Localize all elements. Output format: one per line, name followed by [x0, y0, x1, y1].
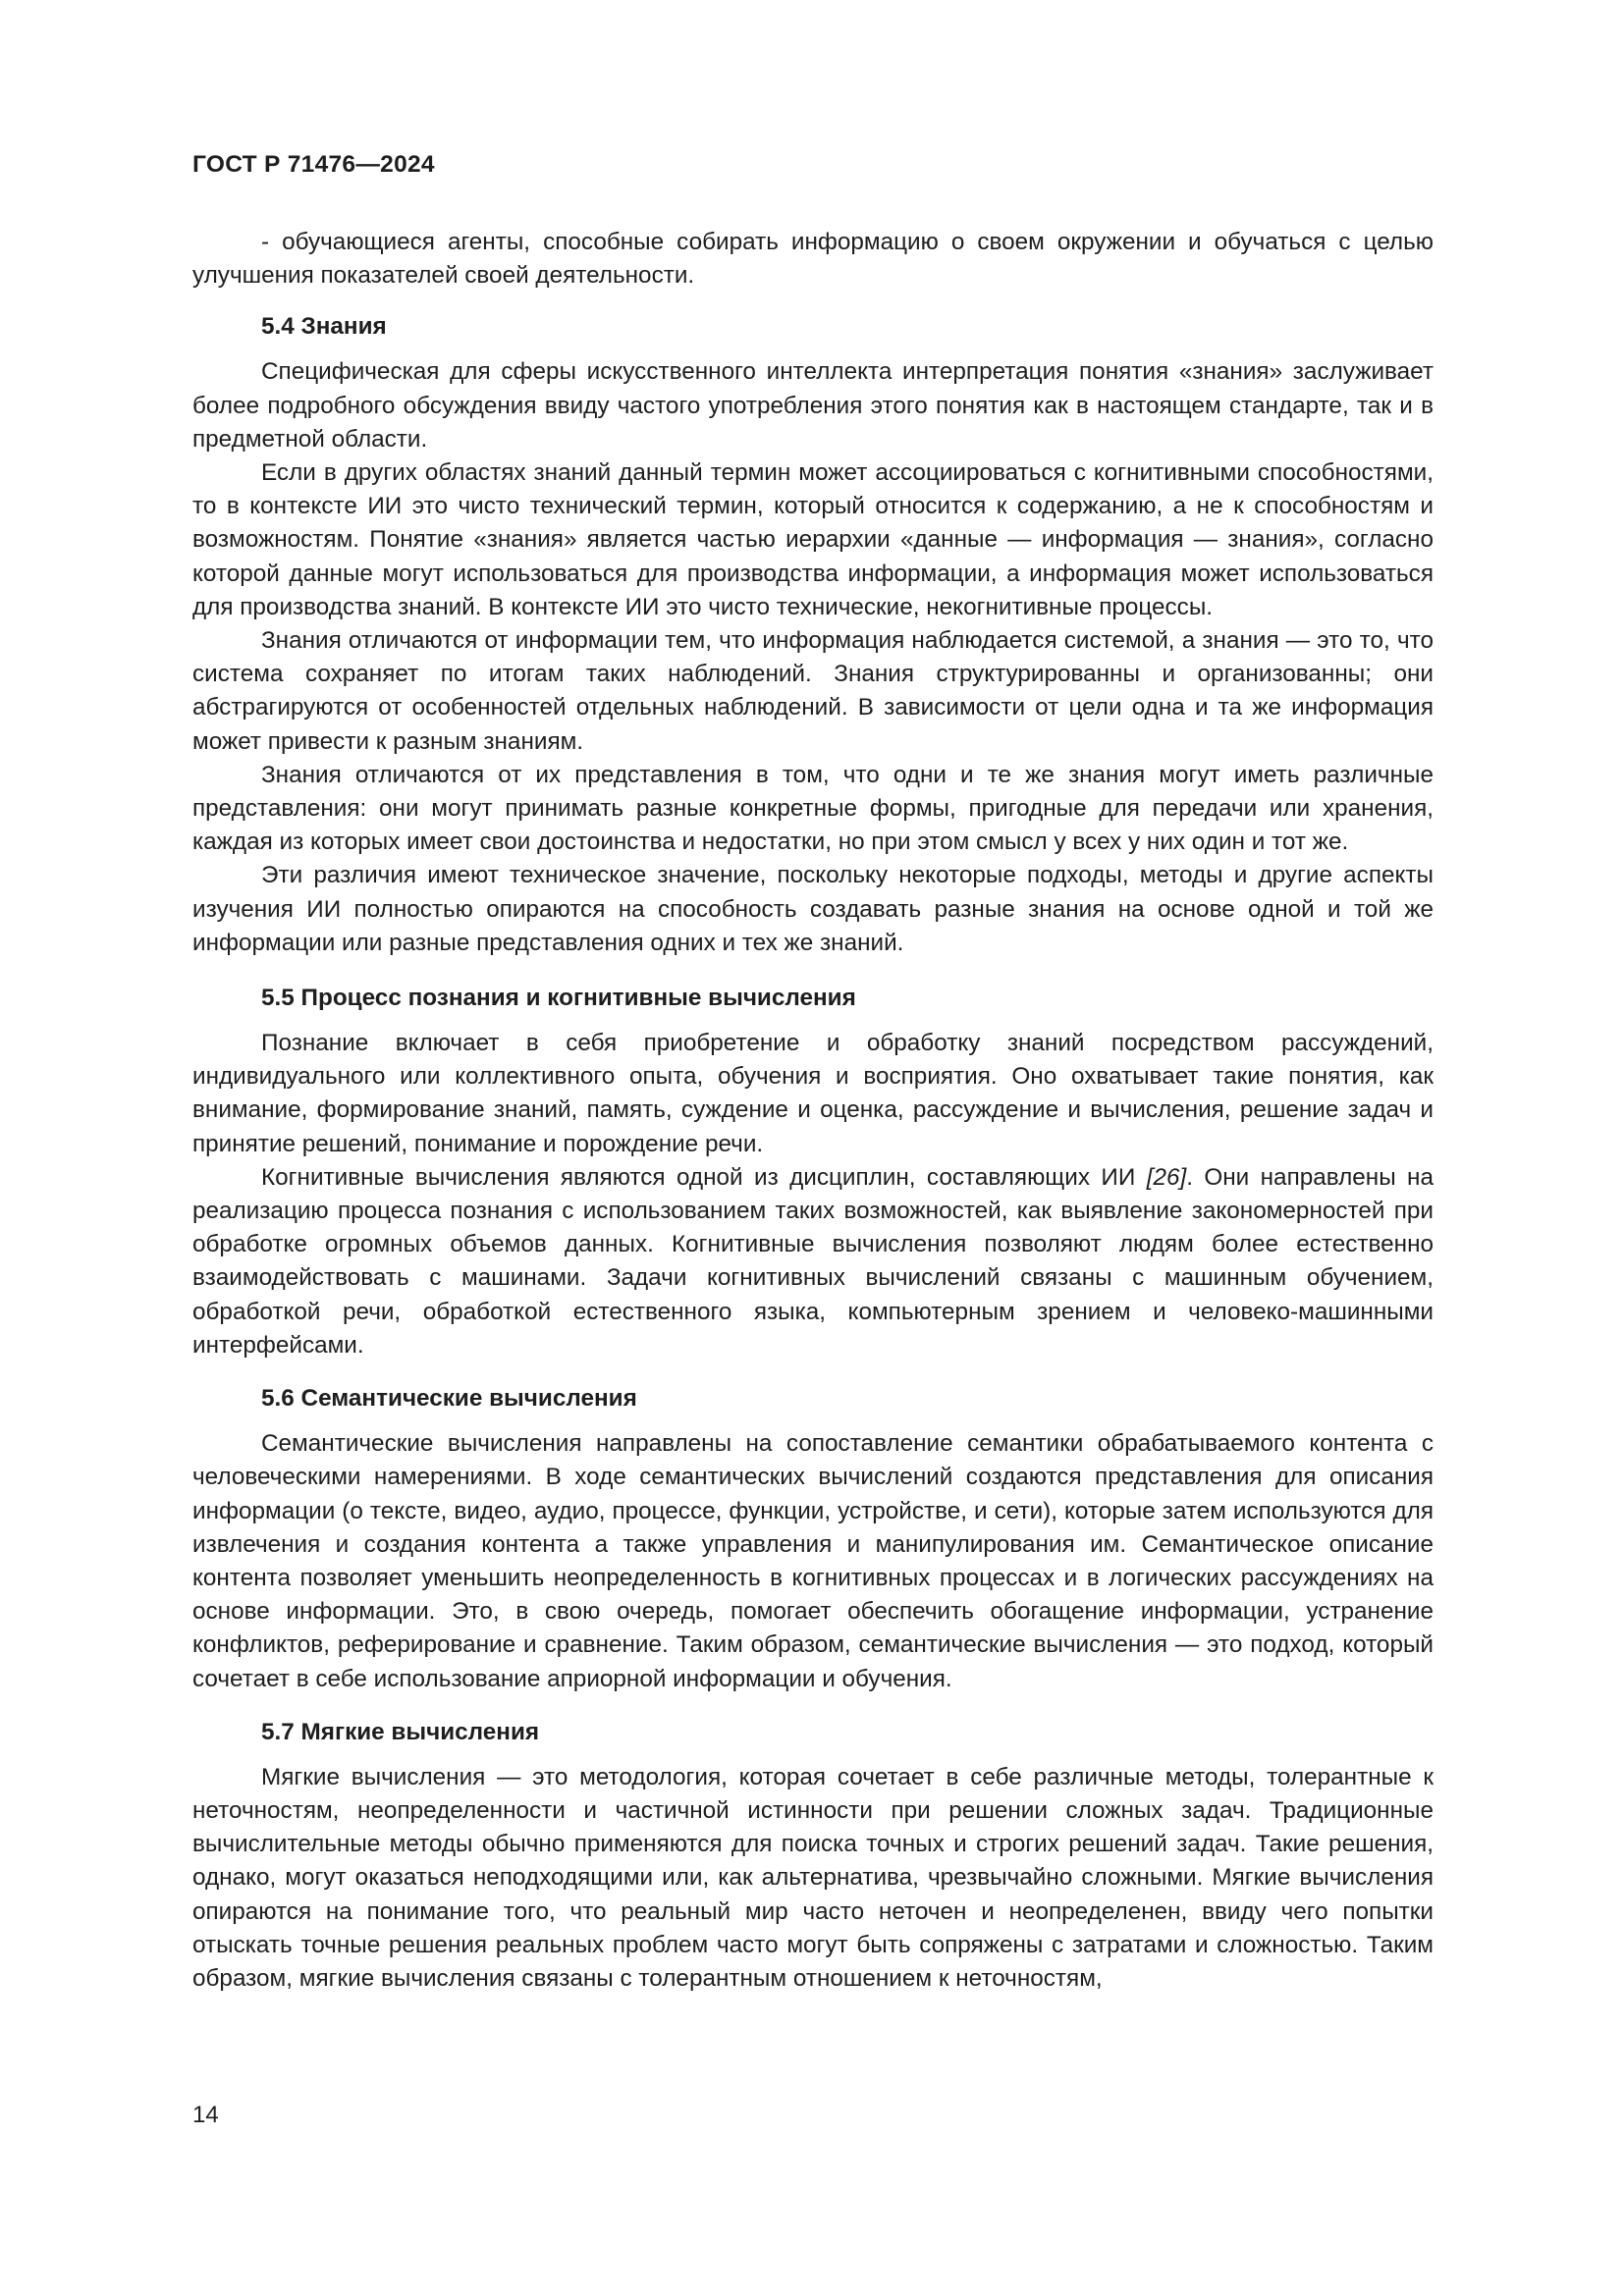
paragraph-text: Когнитивные вычисления являются одной из дисциплин, составляющих ИИ [261, 1163, 1147, 1191]
paragraph-text: . Они направлены на реализацию процесса познания с использованием таких возможностей, как выявление закономерностей при обработке огромных объемов данных. Когнитивные вычисления позволяют людям более естественно взаимодействовать с машинами. Задачи когнитивных вычислений связаны с машинным обучением, обработкой речи, обработкой естественного языка, компьютерным зрением и человеко-машинными интерфейсами. [192, 1163, 1434, 1359]
section-5-4-paragraph-5: Эти различия имеют техническое значение, поскольку некоторые подходы, методы и другие аспекты изучения ИИ полностью опираются на способность создавать разные знания на основе одной и той же информации или разные представления одних и тех же знаний. [192, 862, 1434, 956]
intro-list-item: - обучающиеся агенты, способные собирать информацию о своем окружении и обучаться с целью улучшения показателей своей деятельности. [192, 229, 1434, 290]
section-5-7-paragraph-1: Мягкие вычисления — это методология, которая сочетает в себе различные методы, толерантные к неточностям, неопределенности и частичной истинности при решении сложных задач. Традиционные вычислительные методы обычно применяются для поиска точных и строгих решений задач. Такие решения, однако, могут оказаться неподходящими или, как альтернатива, чрезвычайно сложными. Мягкие вычисления опираются на понимание того, что реальный мир часто неточен и неопределенен, ввиду чего попытки отыскать точные решения реальных проблем часто могут быть сопряжены с затратами и сложностью. Таким образом, мягкие вычисления связаны с толерантным отношением к неточностям, [192, 1763, 1434, 1992]
page-number: 14 [192, 2102, 219, 2128]
section-5-5-paragraph-2 [192, 1161, 1434, 1362]
section-5-5-heading: 5.5 Процесс познания и когнитивные вычисления [261, 985, 856, 1012]
document-header: ГОСТ Р 71476—2024 [192, 151, 435, 178]
section-5-4-heading: 5.4 Знания [261, 313, 387, 341]
section-5-4-paragraph-4: Знания отличаются от их представления в том, что одни и те же знания могут иметь различные представления: они могут принимать разные конкретные формы, пригодные для передачи или хранения, каждая из которых имеет свои достоинства и недостатки, но при этом смысл у всех у них один и тот же. [192, 761, 1434, 856]
bibliography-reference: [26] [1146, 1163, 1187, 1191]
section-5-4-paragraph-3: Знания отличаются от информации тем, что информация наблюдается системой, а знания — это то, что система сохраняет по итогам таких наблюдений. Знания структурированны и организованны; они абстрагируются от особенностей отдельных наблюдений. В зависимости от цели одна и та же информация может привести к разным знаниям. [192, 627, 1434, 755]
page-content [192, 226, 1434, 1996]
section-5-4-paragraph-1: Специфическая для сферы искусственного интеллекта интерпретация понятия «знания» заслуживает более подробного обсуждения ввиду частого употребления этого понятия как в настоящем стандарте, так и в предметной области. [192, 358, 1434, 453]
section-5-7-heading: 5.7 Мягкие вычисления [261, 1718, 540, 1745]
section-5-4-paragraph-2: Если в других областях знаний данный термин может ассоциироваться с когнитивными способностями, то в контексте ИИ это чисто технический термин, который относится к содержанию, а не к способностям и возможностям. Понятие «знания» является частью иерархии «данные — информация — знания», согласно которой данные могут использоваться для производства информации, а информация может использоваться для производства знаний. В контексте ИИ это чисто технические, некогнитивные процессы. [192, 459, 1434, 620]
section-5-6-paragraph-1: Семантические вычисления направлены на сопоставление семантики обрабатываемого контента с человеческими намерениями. В ходе семантических вычислений создаются представления для описания информации (о тексте, видео, аудио, процессе, функции, устройстве, и сети), которые затем используются для извлечения и создания контента а также управления и манипулирования им. Семантическое описание контента позволяет уменьшить неопределенность в когнитивных процессах и в логических рассуждениях на основе информации. Это, в свою очередь, помогает обеспечить обогащение информации, устранение конфликтов, реферирование и сравнение. Таким образом, семантические вычисления — это подход, который сочетает в себе использование априорной информации и обучения. [192, 1430, 1434, 1692]
section-5-5-paragraph-1: Познание включает в себя приобретение и обработку знаний посредством рассуждений, индивидуального или коллективного опыта, обучения и восприятия. Оно охватывает такие понятия, как внимание, формирование знаний, память, суждение и оценка, рассуждение и вычисления, решение задач и принятие решений, понимание и порождение речи. [192, 1030, 1434, 1157]
section-5-6-heading: 5.6 Семантические вычисления [261, 1385, 637, 1413]
